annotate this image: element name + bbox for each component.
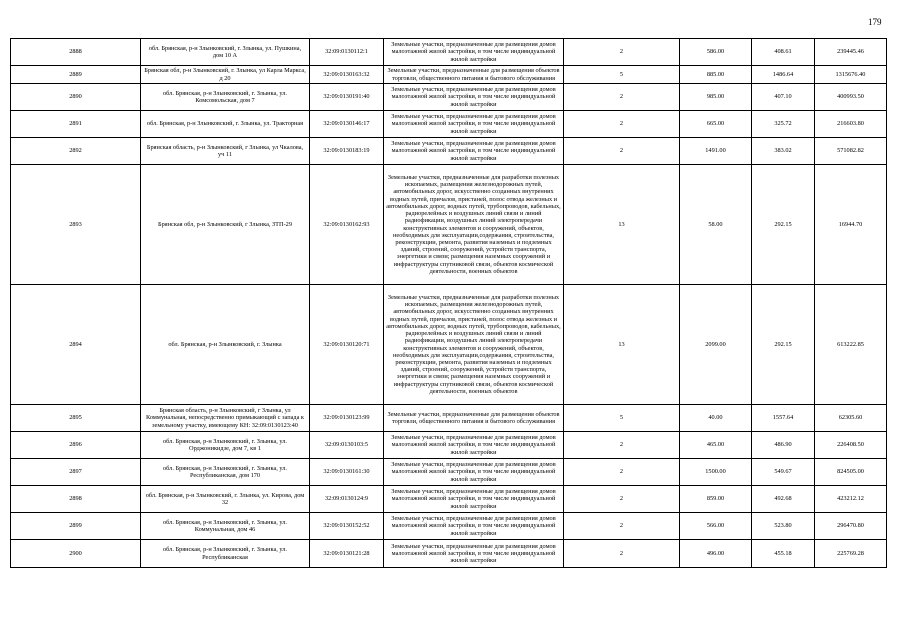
rate-cell: 292.15 [752,285,815,405]
area-cell: 566.00 [680,513,752,540]
row-number: 2892 [11,138,141,165]
rate-cell: 549.67 [752,459,815,486]
group-cell: 13 [564,285,680,405]
purpose-cell: Земельные участки, предназначенные для размещения объектов торговли, общественного питания и бытового обслуживания [384,66,564,84]
value-cell: 613222.85 [815,285,887,405]
rate-cell: 1486.64 [752,66,815,84]
group-cell: 2 [564,111,680,138]
area-cell: 985.00 [680,84,752,111]
table-row [11,285,887,405]
table-row [11,111,887,138]
area-cell: 2099.00 [680,285,752,405]
group-cell: 2 [564,459,680,486]
address-cell: обл. Брянская, р-н Злынковский, г. Злынка, ул. Республиканская [141,540,310,568]
row-number: 2900 [11,540,141,568]
value-cell: 571082.82 [815,138,887,165]
cadastral-number-cell: 32:09:0130121:28 [310,540,384,568]
cadastral-number-cell: 32:09:0130161:30 [310,459,384,486]
group-cell: 2 [564,84,680,111]
rate-cell: 325.72 [752,111,815,138]
rate-cell: 292.15 [752,165,815,285]
table-row [11,540,887,568]
area-cell: 885.00 [680,66,752,84]
group-cell: 2 [564,39,680,66]
area-cell: 665.00 [680,111,752,138]
area-cell: 58.00 [680,165,752,285]
area-cell: 465.00 [680,432,752,459]
cadastral-number-cell: 32:09:0130183:19 [310,138,384,165]
address-cell: обл. Брянская, р-н Злынковский, г. Злынка, ул. Комсомольская, дом 7 [141,84,310,111]
cadastral-number-cell: 32:09:0130120:71 [310,285,384,405]
value-cell: 62305.60 [815,405,887,432]
value-cell: 824505.00 [815,459,887,486]
row-number: 2888 [11,39,141,66]
row-number: 2895 [11,405,141,432]
row-number: 2890 [11,84,141,111]
purpose-cell: Земельные участки, предназначенные для размещения домов малоэтажной жилой застройки, в том числе индивидуальной жилой застройки [384,540,564,568]
cadastral-number-cell: 32:09:0130146:17 [310,111,384,138]
area-cell: 586.00 [680,39,752,66]
address-cell: обл. Брянская, р-н Злынковский, г. Злынка, ул. Пушкина, дом 10 А [141,39,310,66]
area-cell: 859.00 [680,486,752,513]
row-number: 2891 [11,111,141,138]
row-number: 2889 [11,66,141,84]
value-cell: 16944.70 [815,165,887,285]
row-number: 2899 [11,513,141,540]
group-cell: 5 [564,405,680,432]
cadastral-number-cell: 32:09:0130191:40 [310,84,384,111]
group-cell: 2 [564,486,680,513]
purpose-cell: Земельные участки, предназначенные для размещения домов малоэтажной жилой застройки, в том числе индивидуальной жилой застройки [384,432,564,459]
purpose-cell: Земельные участки, предназначенные для размещения домов малоэтажной жилой застройки, в том числе индивидуальной жилой застройки [384,486,564,513]
area-cell: 1500.00 [680,459,752,486]
purpose-cell: Земельные участки, предназначенные для размещения объектов торговли, общественного питания и бытового обслуживания [384,405,564,432]
address-cell: Брянская область, р-н Злынковский, г Злынка, ул Коммунальная, непосредственно примыкающий с запада к земельному участку, имеющему КН: 32:09:0130123:40 [141,405,310,432]
table-row [11,513,887,540]
group-cell: 13 [564,165,680,285]
cadastral-number-cell: 32:09:0130162:93 [310,165,384,285]
address-cell: обл. Брянская, р-н Злынковский, г. Злынка, ул. Орджоникидзе, дом 7, кв 1 [141,432,310,459]
cadastral-number-cell: 32:09:0130152:52 [310,513,384,540]
area-cell: 40.00 [680,405,752,432]
address-cell: Брянская обл, р-н Злынковский, г Злынка, ЗТП-29 [141,165,310,285]
value-cell: 296470.80 [815,513,887,540]
table-row [11,405,887,432]
cadastral-number-cell: 32:09:0130163:32 [310,66,384,84]
rate-cell: 486.90 [752,432,815,459]
purpose-cell: Земельные участки, предназначенные для размещения домов малоэтажной жилой застройки, в том числе индивидуальной жилой застройки [384,138,564,165]
value-cell: 216603.80 [815,111,887,138]
address-cell: обл. Брянская, р-н Злынковский, г. Злынка, ул. Кирова, дом 32 [141,486,310,513]
purpose-cell: Земельные участки, предназначенные для размещения домов малоэтажной жилой застройки, в том числе индивидуальной жилой застройки [384,513,564,540]
rate-cell: 383.02 [752,138,815,165]
table-row [11,459,887,486]
table-row [11,138,887,165]
area-cell: 496.00 [680,540,752,568]
address-cell: обл. Брянская, р-н Злынковский, г. Злынка, ул. Республиканская, дом 170 [141,459,310,486]
address-cell: Брянская область, р-н Злынковский, г Злынка, ул Чкалова, уч 11 [141,138,310,165]
purpose-cell: Земельные участки, предназначенные для размещения домов малоэтажной жилой застройки, в том числе индивидуальной жилой застройки [384,84,564,111]
cadastral-number-cell: 32:09:0130103:5 [310,432,384,459]
group-cell: 2 [564,138,680,165]
rate-cell: 408.61 [752,39,815,66]
value-cell: 423212.12 [815,486,887,513]
rate-cell: 407.10 [752,84,815,111]
table-row [11,66,887,84]
purpose-cell: Земельные участки, предназначенные для размещения домов малоэтажной жилой застройки, в том числе индивидуальной жилой застройки [384,111,564,138]
group-cell: 2 [564,540,680,568]
table-row [11,84,887,111]
purpose-cell: Земельные участки, предназначенные для разработки полезных ископаемых, размещения железнодорожных путей, автомобильных дорог, искусственно созданных внутренних водных путей, причалов, пристаней, полос отвода железных и автомобильных дорог, водных путей, трубопроводов, кабельных, радиорелейных и воздушных линий связи и линий радиофикации, воздушных линий электропередачи конструктивных элементов и сооружений, объектов, необходимых для эксплуатации,содержания, строительства, реконструкции, ремонта, развития наземных и подземных зданий, строений, сооружений, устройств транспорта, энергетики и связи; размещения наземных сооружений и инфраструктуры спутниковой связи, объектов космической деятельности, военных объектов [384,165,564,285]
row-number: 2893 [11,165,141,285]
group-cell: 2 [564,513,680,540]
purpose-cell: Земельные участки, предназначенные для размещения домов малоэтажной жилой застройки, в том числе индивидуальной жилой застройки [384,39,564,66]
rate-cell: 523.80 [752,513,815,540]
table-row [11,486,887,513]
value-cell: 1315676.40 [815,66,887,84]
table-row [11,165,887,285]
value-cell: 400993.50 [815,84,887,111]
page-number: 179 [868,17,882,27]
address-cell: обл. Брянская, р-н Злынковский, г. Злынка, ул. Коммунальная, дом 46 [141,513,310,540]
rate-cell: 455.18 [752,540,815,568]
row-number: 2897 [11,459,141,486]
row-number: 2896 [11,432,141,459]
cadastral-number-cell: 32:09:0130124:9 [310,486,384,513]
address-cell: обл. Брянская, р-н Злынковский, г. Злынка, ул. Тракторная [141,111,310,138]
purpose-cell: Земельные участки, предназначенные для размещения домов малоэтажной жилой застройки, в том числе индивидуальной жилой застройки [384,459,564,486]
value-cell: 226408.50 [815,432,887,459]
cadastral-value-table [10,38,887,568]
area-cell: 1491.00 [680,138,752,165]
cadastral-number-cell: 32:09:0130112:1 [310,39,384,66]
address-cell: Брянская обл, р-н Злынковский, г. Злынка, ул Карла Маркса, д 20 [141,66,310,84]
row-number: 2894 [11,285,141,405]
group-cell: 2 [564,432,680,459]
cadastral-number-cell: 32:09:0130123:99 [310,405,384,432]
group-cell: 5 [564,66,680,84]
row-number: 2898 [11,486,141,513]
table-row [11,432,887,459]
rate-cell: 492.68 [752,486,815,513]
value-cell: 239445.46 [815,39,887,66]
value-cell: 225769.28 [815,540,887,568]
purpose-cell: Земельные участки, предназначенные для разработки полезных ископаемых, размещения железнодорожных путей, автомобильных дорог, искусственно созданных внутренних водных путей, причалов, пристаней, полос отвода железных и автомобильных дорог, водных путей, трубопроводов, кабельных, радиорелейных и воздушных линий связи и линий радиофикации, воздушных линий электропередачи конструктивных элементов и сооружений, объектов, необходимых для эксплуатации,содержания, строительства, реконструкции, ремонта, развития наземных и подземных зданий, строений, сооружений, устройств транспорта, энергетики и связи; размещения наземных сооружений и инфраструктуры спутниковой связи, объектов космической деятельности, военных объектов [384,285,564,405]
table-body [11,39,887,568]
address-cell: обл. Брянская, р-н Злынковский, г. Злынка [141,285,310,405]
table-row [11,39,887,66]
rate-cell: 1557.64 [752,405,815,432]
